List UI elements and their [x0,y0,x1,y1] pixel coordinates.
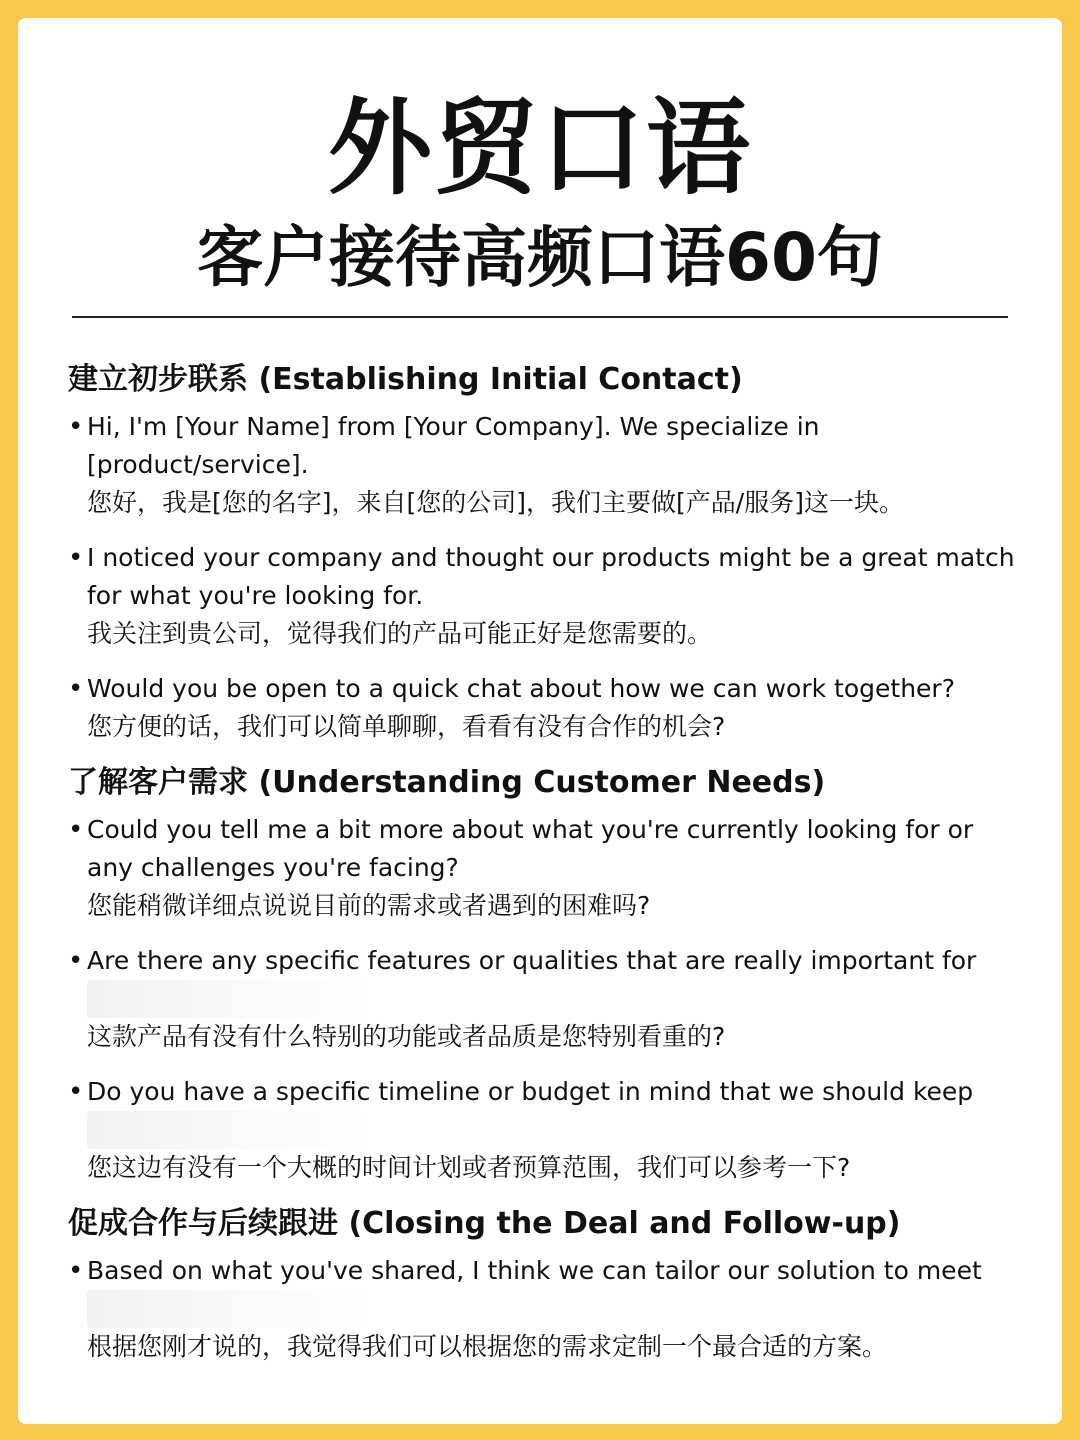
bullet-icon: • [68,1256,84,1286]
phrase-english: Would you be open to a quick chat about how we can work together? [87,674,955,703]
phrase-item [68,1073,1018,1187]
section-heading-initial-contact: 建立初步联系 (Establishing Initial Contact) [68,362,743,397]
bullet-icon: • [68,815,84,845]
phrase-chinese: 我关注到贵公司，觉得我们的产品可能正好是您需要的。 [87,619,713,648]
phrase-chinese: 您能稍微详细点说说目前的需求或者遇到的困难吗? [87,891,651,920]
section-heading-closing-deal: 促成合作与后续跟进 (Closing the Deal and Follow-up) [68,1206,901,1241]
phrase-list [68,360,1018,1383]
bullet-icon: • [68,543,84,573]
phrase-item [68,942,1018,1056]
phrase-english: Are there any specific features or qualities that are really important for [87,946,977,975]
phrase-chinese: 您这边有没有一个大概的时间计划或者预算范围，我们可以参考一下? [87,1153,851,1182]
bullet-icon: • [68,1077,84,1107]
phrase-chinese: 根据您刚才说的，我觉得我们可以根据您的需求定制一个最合适的方案。 [87,1332,888,1361]
section-heading-customer-needs: 了解客户需求 (Understanding Customer Needs) [68,765,826,800]
phrase-item [68,1252,1018,1366]
phrase-english: Do you have a specific timeline or budget in mind that we should keep [87,1077,974,1106]
phrase-chinese: 这款产品有没有什么特别的功能或者品质是您特别看重的? [87,1022,726,1051]
phrase-item [68,670,1018,746]
blurred-region [87,1290,367,1328]
page-subtitle: 客户接待高频口语60句 [197,219,883,296]
page-title: 外贸口语 [327,87,752,209]
phrase-english: Hi, I'm [Your Name] from [Your Company]. We specialize in [product/service]. [87,412,820,479]
phrase-english: Based on what you've shared, I think we can tailor our solution to meet [87,1256,982,1285]
phrase-chinese: 您好，我是[您的名字]，来自[您的公司]，我们主要做[产品/服务]这一块。 [87,488,904,517]
blurred-region [87,1111,367,1149]
phrase-item [68,539,1018,653]
bullet-icon: • [68,674,84,704]
bullet-icon: • [68,412,84,442]
phrase-item [68,811,1018,925]
title-divider [72,316,1008,318]
phrase-chinese: 您方便的话，我们可以简单聊聊，看看有没有合作的机会? [87,712,726,741]
content-card [18,18,1062,1424]
phrase-english: Could you tell me a bit more about what you're currently looking for or any challenges you're facing? [87,815,974,882]
phrase-english: I noticed your company and thought our products might be a great match for what you're looking for. [87,543,1015,610]
blurred-region [87,980,367,1018]
phrase-item [68,408,1018,522]
bullet-icon: • [68,946,84,976]
